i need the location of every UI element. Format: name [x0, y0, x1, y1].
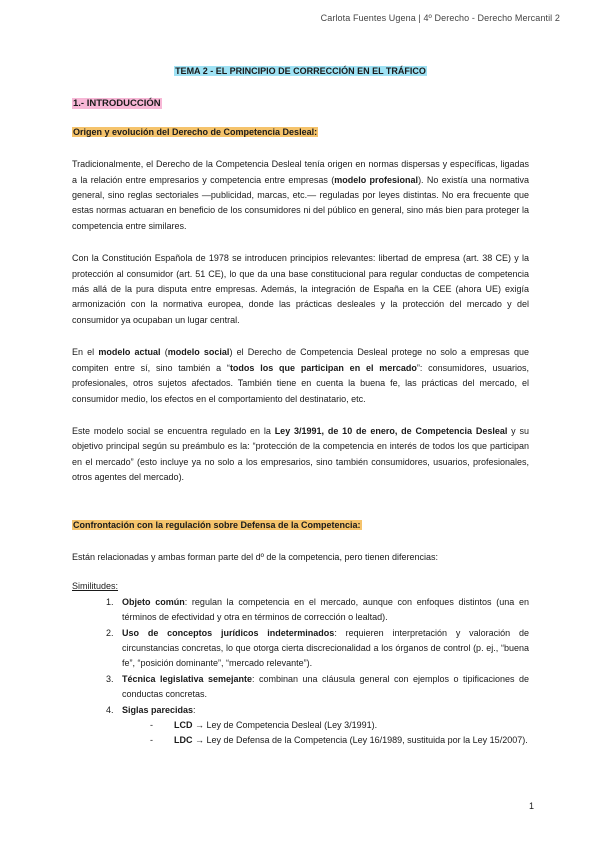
list-item: - LCD → Ley de Competencia Desleal (Ley 3/1991). [150, 718, 529, 733]
list-item: 4. Siglas parecidas: - LCD → Ley de Competencia Desleal (Ley 3/1991). - LDC → Ley de Defensa de la Competencia (Ley 16/1989, sustituida por la Ley 15/2007). [116, 703, 529, 749]
similitudes-list [72, 595, 529, 749]
page-header: Carlota Fuentes Ugena | 4º Derecho - Derecho Mercantil 2 [320, 13, 560, 23]
page-number: 1 [528, 801, 534, 811]
section-heading-introduccion: 1.- INTRODUCCIÓN [73, 98, 161, 110]
list-item: 3. Técnica legislativa semejante: combinan una cláusula general con ejemplos o tipificaciones de conductas concretas. [116, 672, 529, 703]
subheading-origen: Origen y evolución del Derecho de Competencia Desleal: [73, 126, 318, 137]
siglas-list [122, 718, 529, 749]
paragraph-3: En el modelo actual (modelo social) el Derecho de Competencia Desleal protege no solo a empresas que compiten entre sí, sino también a “todos los que participan en el mercado”: consumidores, usuarios, profesionales, otros sujetos afectados. También tiene en cuenta la buena fe, las prácticas del mercado, el consumidor medio, los efectos en el comportamiento del destinatario, etc. [72, 347, 530, 404]
paragraph-5: Están relacionadas y ambas forman parte del dº de la competencia, pero tienen diferencias: [72, 551, 438, 562]
subheading-confrontacion: Confrontación con la regulación sobre Defensa de la Competencia: [73, 519, 361, 530]
list-item: 1. Objeto común: regulan la competencia en el mercado, aunque con enfoques distintos (una en términos de efectividad y otra en términos de corrección o lealtad). [116, 595, 529, 626]
document-body [72, 64, 529, 749]
similitudes-heading: Similitudes: [72, 581, 119, 592]
document-title: TEMA 2 - EL PRINCIPIO DE CORRECCIÓN EN EL TRÁFICO [175, 66, 426, 76]
paragraph-2: Con la Constitución Española de 1978 se introducen principios relevantes: libertad de empresa (art. 38 CE) y la protección al consumidor (art. 51 CE), lo que da una base constitucional para regular conductas de competencia más allá de la pura disputa entre empresas. Además, la integración de España en la CEE (ahora UE) exigía armonización con la normativa europea, donde las prácticas desleales y la protección del mercado y del consumidor ya ocupaban un lugar central. [72, 253, 529, 325]
paragraph-4: Este modelo social se encuentra regulado en la Ley 3/1991, de 10 de enero, de Competencia Desleal y su objetivo principal según su preámbulo es la: “protección de la competencia en interés de todos los que participan en el mercado” (esto incluye ya no solo a los empresarios, sino también consumidores, usuarios, profesionales, otros agentes del mercado). [72, 425, 530, 483]
paragraph-1: Tradicionalmente, el Derecho de la Competencia Desleal tenía origen en normas dispersas y específicas, ligadas a la relación entre empresarios y competencia entre empresas (modelo profesional). No existía una normativa general, sino reglas sectoriales —publicidad, marcas, etc.— reguladas por leyes distintas. No era frecuente que estas normas actuaran en beneficio de los consumidores ni del público en general, sino más bien para proteger la competencia entre similares. [72, 159, 529, 231]
list-item: 2. Uso de conceptos jurídicos indeterminados: requieren interpretación y valoración de circunstancias concretas, lo que otorga cierta discrecionalidad a los órganos de control (p. ej., “buena fe”, “posición dominante”, “mercado relevante”). [116, 626, 529, 672]
list-item: - LDC → Ley de Defensa de la Competencia (Ley 16/1989, sustituida por la Ley 15/2007). [150, 733, 529, 748]
